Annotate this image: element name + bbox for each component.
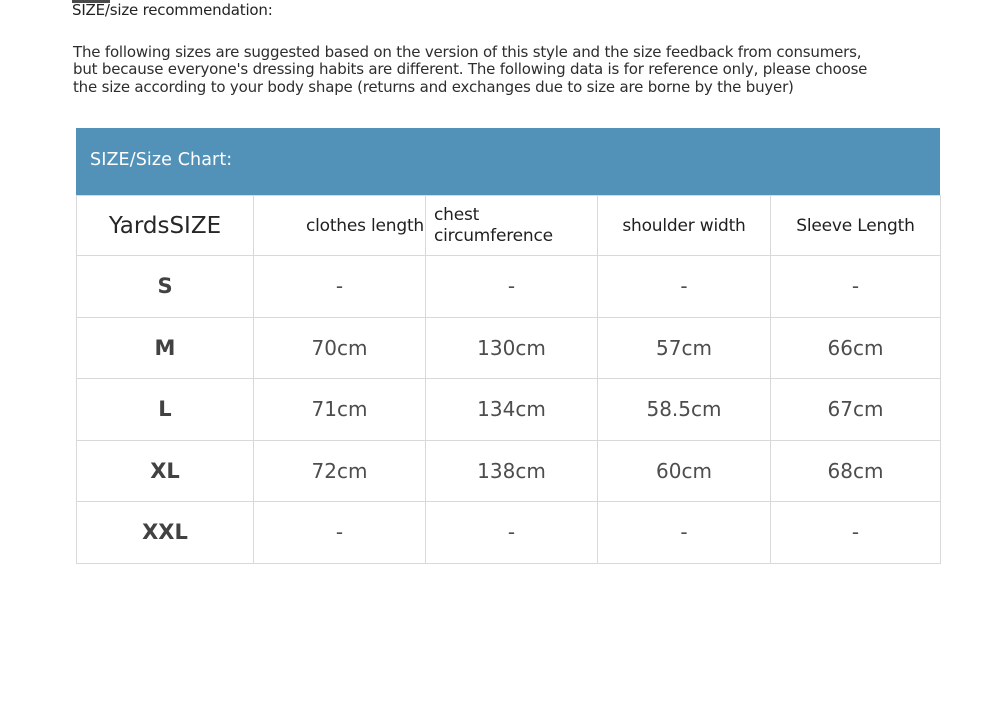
value-cell: 72cm [254, 440, 426, 502]
column-header-chest-circumference: chest circumference [426, 196, 598, 256]
table-row [77, 379, 941, 441]
table-row [77, 502, 941, 564]
value-cell: 70cm [254, 317, 426, 379]
size-cell: XXL [77, 502, 254, 564]
size-cell: L [77, 379, 254, 441]
value-cell: - [254, 502, 426, 564]
size-cell: M [77, 317, 254, 379]
size-chart-banner-title: SIZE/Size Chart: [90, 150, 233, 170]
size-cell: S [77, 256, 254, 318]
size-cell: XL [77, 440, 254, 502]
page-title: SIZE/size recommendation: [72, 1, 273, 19]
value-cell: 67cm [771, 379, 941, 441]
value-cell: 68cm [771, 440, 941, 502]
size-chart-table [76, 195, 941, 564]
intro-line: the size according to your body shape (returns and exchanges due to size are borne by the buyer) [73, 77, 794, 96]
intro-line: but because everyone's dressing habits are different. The following data is for reference only, please choose [73, 60, 868, 79]
intro-line: The following sizes are suggested based on the version of this style and the size feedback from consumers, [73, 43, 862, 61]
table-row [77, 317, 941, 379]
table-header-row [77, 196, 941, 256]
value-cell: 138cm [426, 440, 598, 502]
value-cell: - [426, 502, 598, 564]
column-header-sleeve-length: Sleeve Length [771, 196, 941, 256]
column-header-shoulder-width: shoulder width [598, 196, 771, 256]
intro-paragraph [73, 44, 953, 96]
size-chart-banner [76, 128, 940, 195]
table-row [77, 440, 941, 502]
column-header-size: YardsSIZE [77, 196, 254, 256]
value-cell: - [598, 502, 771, 564]
value-cell: - [598, 256, 771, 318]
value-cell: - [771, 256, 941, 318]
value-cell: 58.5cm [598, 379, 771, 441]
value-cell: 66cm [771, 317, 941, 379]
value-cell: 71cm [254, 379, 426, 441]
table-row [77, 256, 941, 318]
value-cell: 134cm [426, 379, 598, 441]
value-cell: - [771, 502, 941, 564]
size-chart-section [76, 128, 940, 564]
column-header-clothes-length: clothes length [254, 196, 426, 256]
value-cell: - [426, 256, 598, 318]
value-cell: 57cm [598, 317, 771, 379]
value-cell: 130cm [426, 317, 598, 379]
value-cell: 60cm [598, 440, 771, 502]
value-cell: - [254, 256, 426, 318]
